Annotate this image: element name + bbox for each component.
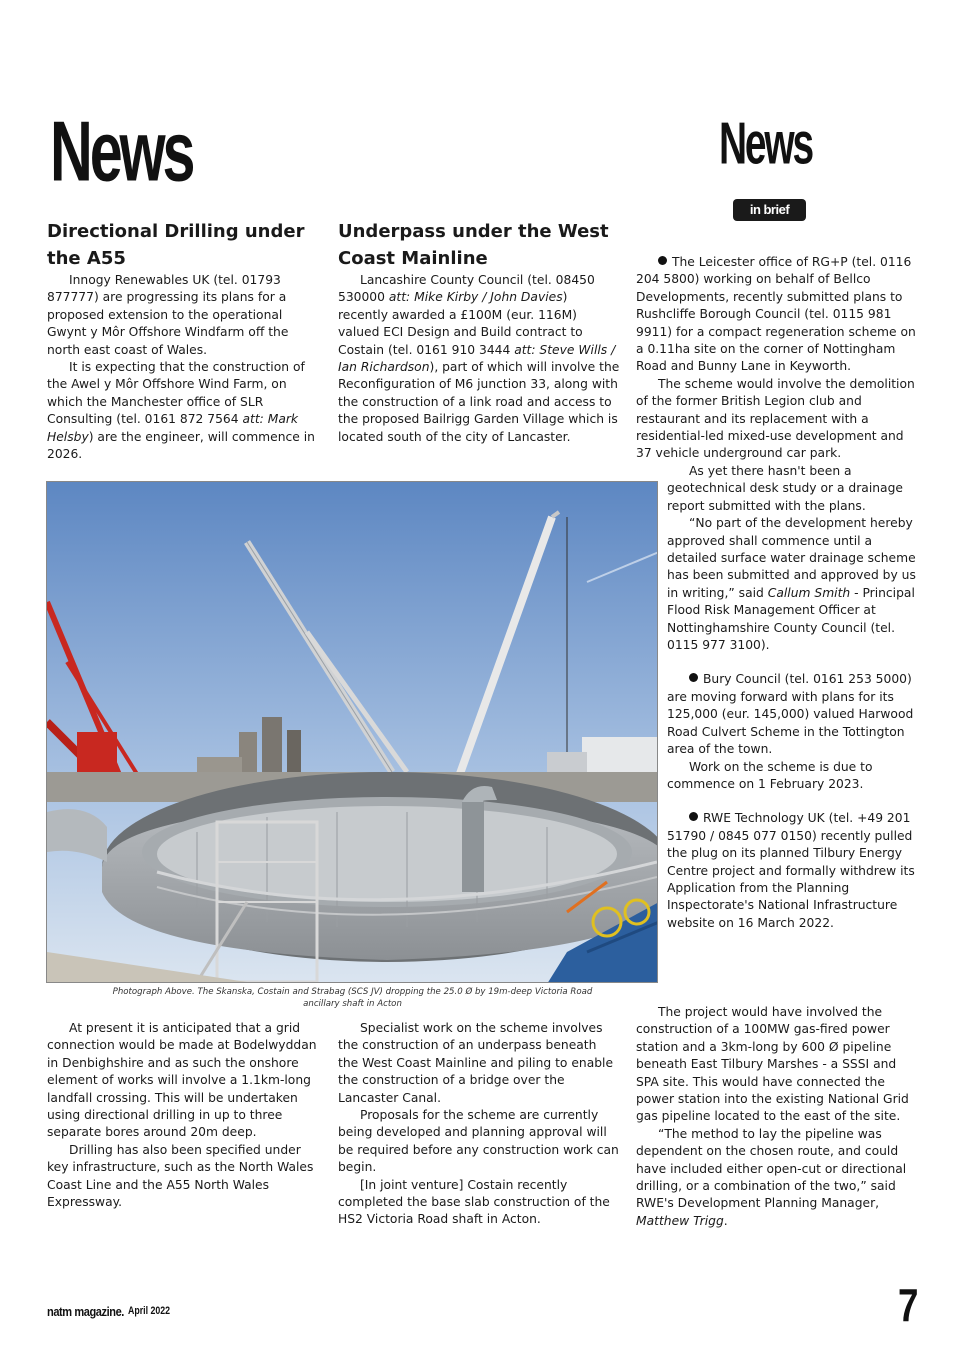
paragraph: The Leicester office of RG+P (tel. 0116 204 5800) working on behalf of Bellco Developments, recently submitted plans to Rushcliffe Borough Council (tel. 0115 981 9911) for a compact regeneration scheme on a 0.11ha site on the corner of Nottingham Road and Bunny Lane in Keyworth. — [636, 255, 916, 374]
article-wcml-bottom — [338, 1020, 620, 1229]
bullet-icon — [689, 673, 698, 682]
photo-caption: Photograph Above. The Skanska, Costain and Strabag (SCS JV) dropping the 25.0 Ø by 19m-deep Victoria Road ancillary shaft in Acton — [112, 987, 593, 1009]
paragraph: The scheme would involve the demolition of the former British Legion club and restaurant and its replacement with a residential-led mixed-use development and 37 vehicle underground car park. — [636, 376, 915, 461]
paragraph: Proposals for the scheme are currently being developed and planning approval will be required before any construction work can begin. — [338, 1108, 619, 1175]
in-brief-rwe-bottom — [636, 1004, 920, 1230]
paragraph: “The method to lay the pipeline was dependent on the chosen route, and could have included either open-cut or directional drilling, or a combination of the two,” said RWE's Development Planning Manager, Matthew Trigg. — [636, 1126, 907, 1228]
article-a55-bottom — [47, 1020, 325, 1211]
headline-underpass: Underpass under the West Coast Mainline — [338, 221, 609, 269]
bullet-icon — [689, 812, 698, 821]
paragraph: As yet there hasn't been a geotechnical desk study or a drainage report submitted with the plans. — [667, 464, 903, 513]
paragraph: RWE Technology UK (tel. +49 201 51790 / 0845 077 0150) recently pulled the plug on its planned Tilbury Energy Centre project and formally withdrew its Application from the Planning Inspectorate's National Infrastructure website on 16 March 2022. — [667, 811, 915, 930]
page-number: 7 — [898, 1279, 919, 1331]
headline-directional-drilling: Directional Drilling under the A55 — [47, 221, 305, 269]
paragraph: Drilling has also been specified under key infrastructure, such as the North Wales Coast Line and the A55 North Wales Expressway. — [47, 1142, 314, 1210]
article-wcml-top — [338, 272, 620, 446]
in-brief-narrow-column — [667, 463, 920, 932]
paragraph: Specialist work on the scheme involves the construction of an underpass beneath the West Coast Mainline and piling to enable the construction of a bridge over the Lancaster Canal. — [338, 1021, 614, 1105]
paragraph: Lancashire County Council (tel. 08450 530000 att: Mike Kirby / John Davies) recently awarded a £100M (eur. 116M) valued ECI Design and Build contract to Costain (tel. 0161 910 3444 att: Steve Wills / Ian Richardson), part of which will involve the Reconfiguration of M6 junction 33, along with the construction of a link road and access to the proposed Bailrigg Garden Village which is located south of the city of Lancaster. — [338, 273, 620, 444]
masthead-news-right: News — [719, 110, 812, 177]
paragraph: At present it is anticipated that a grid connection would be made at Bodelwyddan in Denbighshire and as such the onshore element of works will involve a 1.1km-long landfall crossing. This will be undertaken using directional drilling in up to three separate bores around 20m deep. — [47, 1021, 317, 1140]
footer-magazine-name: natm magazine. — [47, 1304, 124, 1319]
paragraph: It is expecting that the construction of the Awel y Môr Offshore Wind Farm, on which the Manchester office of SLR Consulting (tel. 0161 872 7564 att: Mark Helsby) are the engineer, will commence in 2026. — [47, 360, 315, 462]
paragraph: Innogy Renewables UK (tel. 01793 877777) are progressing its plans for a proposed extension to the operational Gwynt y Môr Offshore Windfarm off the north east coast of Wales. — [47, 273, 289, 357]
in-brief-rgp-top — [636, 254, 920, 463]
paragraph: Bury Council (tel. 0161 253 5000) are moving forward with plans for its 125,000 (eur. 145,000) valued Harwood Road Culvert Scheme in the Tottington area of the town. — [667, 672, 914, 757]
bullet-icon — [658, 256, 667, 265]
paragraph: The project would have involved the construction of a 100MW gas-fired power station and a 3km-long by 600 Ø pipeline beneath East Tilbury Marshes - a SSSI and SPA site. This would have connected the power station into the existing National Grid gas pipeline located to the east of the site. — [636, 1005, 909, 1124]
construction-shaft-photo — [46, 481, 658, 983]
paragraph: Work on the scheme is due to commence on 1 February 2023. — [667, 759, 873, 791]
in-brief-badge: in brief — [733, 199, 806, 221]
footer-date: April 2022 — [128, 1305, 171, 1317]
article-a55-top — [47, 272, 323, 463]
masthead-news-left: News — [50, 104, 193, 200]
paragraph: [In joint venture] Costain recently completed the base slab construction of the HS2 Victoria Road shaft in Acton. — [338, 1177, 610, 1227]
paragraph: “No part of the development hereby approved shall commence until a detailed surface water drainage scheme has been submitted and approved by us in writing,” said Callum Smith - Principal Flood Risk Management Officer at Nottinghamshire County Council (tel. 0115 977 3100). — [667, 516, 916, 653]
